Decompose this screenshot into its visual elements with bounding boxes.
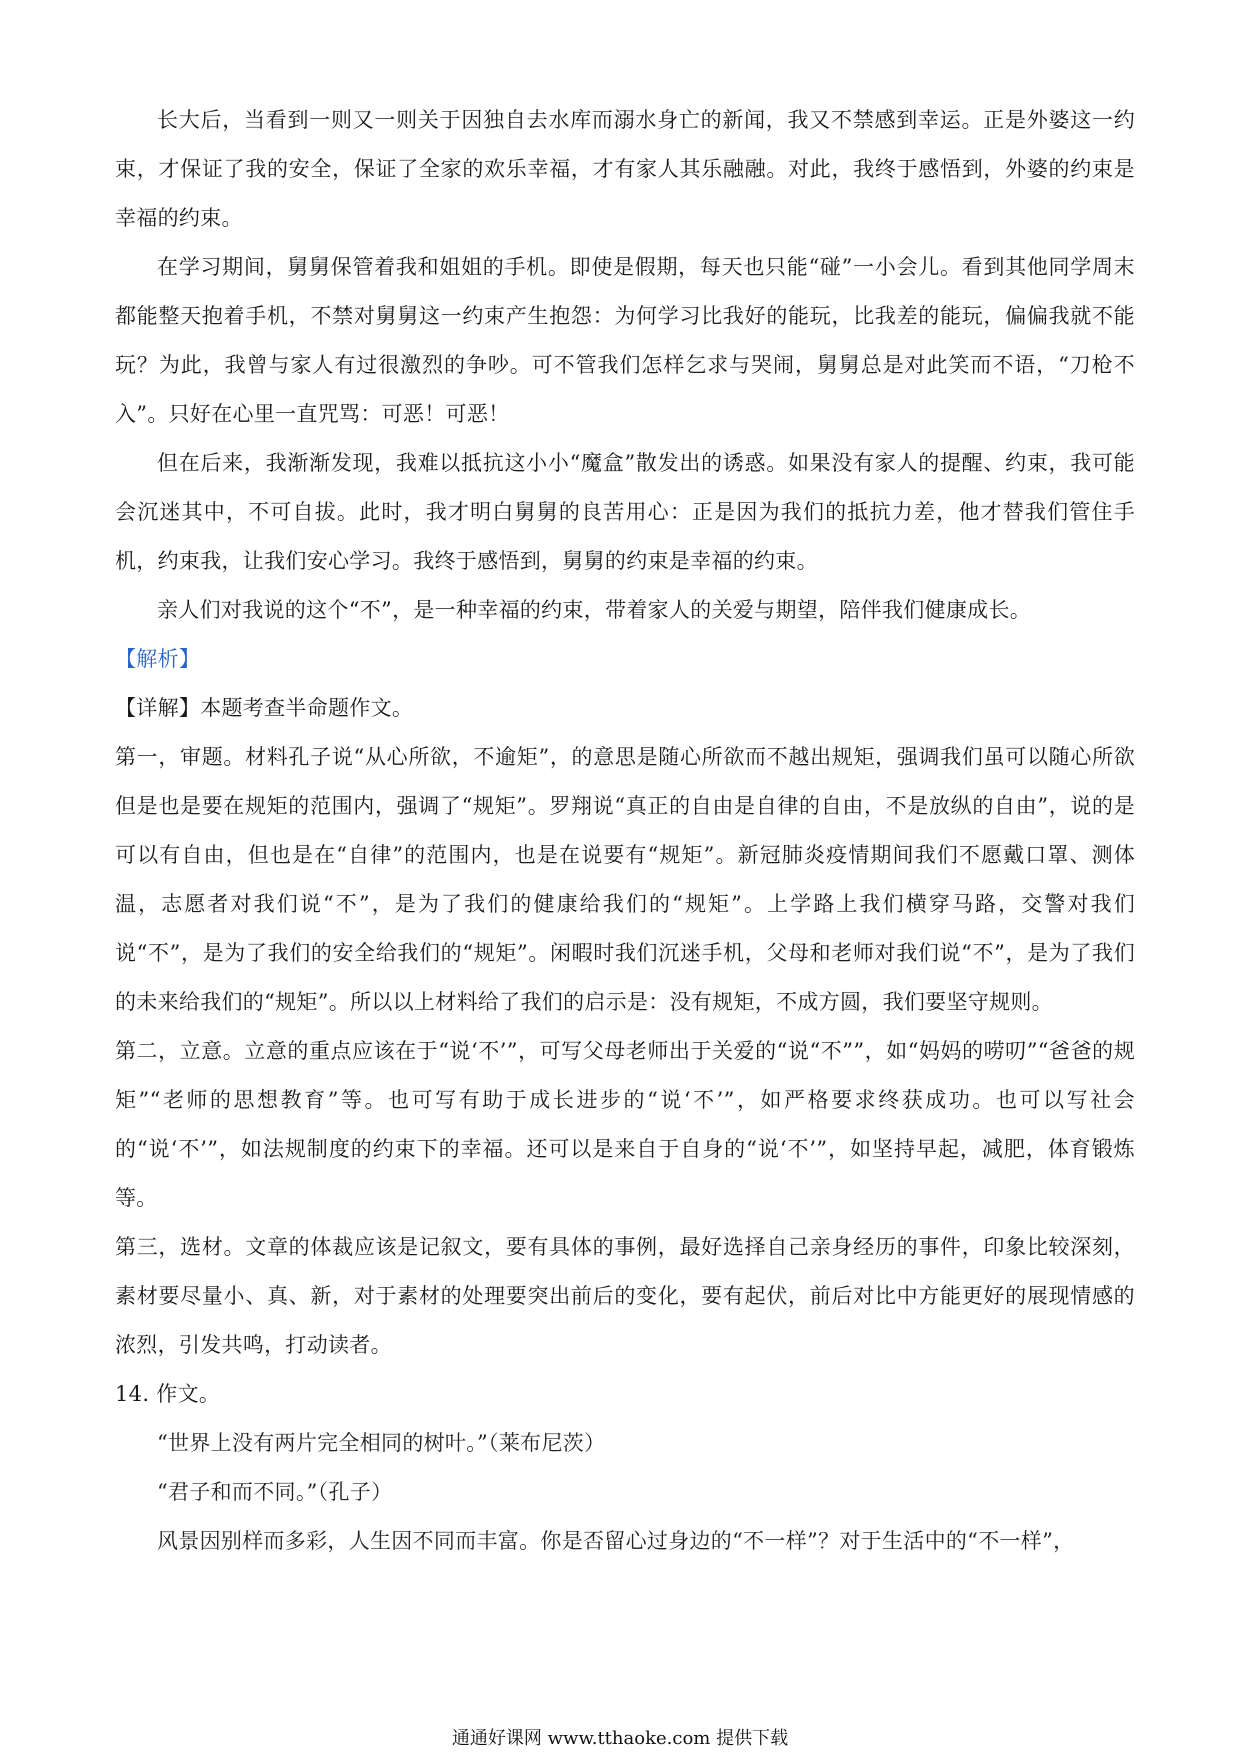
- analysis-point: 第二，立意。立意的重点应该在于“说‘不’”，可写父母老师出于关爱的“说“不””，如“妈妈的唠叨”“爸爸的规矩”“老师的思想教育”等。也可写有助于成长进步的“说‘不’”，如严格要求终获成功。也可以写社会的“说‘不’”，如法规制度的约束下的幸福。还可以是来自于自身的“说‘不’”，如坚持早起，减肥，体育锻炼等。: [115, 1039, 1135, 1210]
- question-number: 14. 作文。: [115, 1382, 221, 1406]
- question-prompt: 风景因别样而多彩，人生因不同而丰富。你是否留心过身边的“不一样”？对于生活中的“不一样”，: [157, 1529, 1075, 1553]
- essay-paragraph: 但在后来，我渐渐发现，我难以抵抗这小小“魔盒”散发出的诱惑。如果没有家人的提醒、约束，我可能会沉迷其中，不可自拔。此时，我才明白舅舅的良苦用心：正是因为我们的抵抗力差，他才替我们管住手机，约束我，让我们安心学习。我终于感悟到，舅舅的约束是幸福的约束。: [115, 451, 1135, 573]
- page-content: [115, 96, 1135, 1566]
- question-quote: “世界上没有两片完全相同的树叶。”（莱布尼茨）: [157, 1431, 606, 1455]
- essay-paragraph: 亲人们对我说的这个“不”，是一种幸福的约束，带着家人的关爱与期望，陪伴我们健康成长。: [157, 598, 1032, 622]
- analysis-point: 第一，审题。材料孔子说“从心所欲，不逾矩”，的意思是随心所欲而不越出规矩，强调我们虽可以随心所欲但是也是要在规矩的范围内，强调了“规矩”。罗翔说“真正的自由是自律的自由，不是放纵的自由”，说的是可以有自由，但也是在“自律”的范围内，也是在说要有“规矩”。新冠肺炎疫情期间我们不愿戴口罩、测体温，志愿者对我们说“不”，是为了我们的健康给我们的“规矩”。上学路上我们横穿马路，交警对我们说“不”，是为了我们的安全给我们的“规矩”。闲暇时我们沉迷手机，父母和老师对我们说“不”，是为了我们的未来给我们的“规矩”。所以以上材料给了我们的启示是：没有规矩，不成方圆，我们要坚守规则。: [115, 745, 1135, 1014]
- analysis-detail: 【详解】本题考查半命题作文。: [115, 696, 414, 720]
- essay-paragraph: 长大后，当看到一则又一则关于因独自去水库而溺水身亡的新闻，我又不禁感到幸运。正是外婆这一约束，才保证了我的安全，保证了全家的欢乐幸福，才有家人其乐融融。对此，我终于感悟到，外婆的约束是幸福的约束。: [115, 108, 1135, 230]
- page-footer: 通通好课网 www.tthaoke.com 提供下载: [451, 1728, 789, 1749]
- analysis-heading: 【解析】: [115, 647, 201, 671]
- essay-paragraph: 在学习期间，舅舅保管着我和姐姐的手机。即使是假期，每天也只能“碰”一小会儿。看到其他同学周末都能整天抱着手机，不禁对舅舅这一约束产生抱怨：为何学习比我好的能玩，比我差的能玩，偏偏我就不能玩？为此，我曾与家人有过很激烈的争吵。可不管我们怎样乞求与哭闹，舅舅总是对此笑而不语，“刀枪不入”。只好在心里一直咒骂：可恶！可恶！: [115, 255, 1135, 426]
- analysis-point: 第三，选材。文章的体裁应该是记叙文，要有具体的事例，最好选择自己亲身经历的事件，印象比较深刻，素材要尽量小、真、新，对于素材的处理要突出前后的变化，要有起伏，前后对比中方能更好的展现情感的浓烈，引发共鸣，打动读者。: [115, 1235, 1135, 1357]
- question-quote: “君子和而不同。”（孔子）: [157, 1480, 393, 1504]
